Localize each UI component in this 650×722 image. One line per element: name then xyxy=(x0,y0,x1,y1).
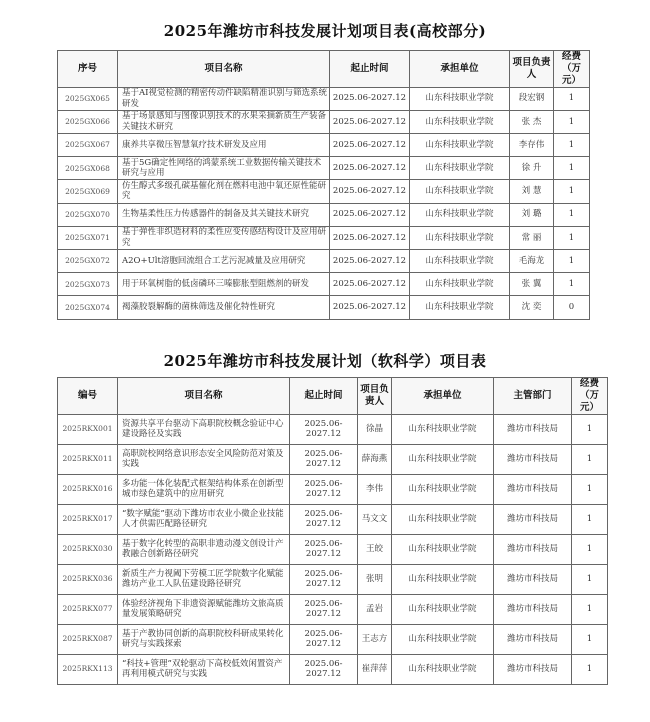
header-institution: 承担单位 xyxy=(392,378,494,415)
cell-code: 2025RKX011 xyxy=(58,444,118,474)
cell-period: 2025.06-2027.12 xyxy=(290,474,358,504)
cell-institution: 山东科技职业学院 xyxy=(392,534,494,564)
header-period: 起止时间 xyxy=(290,378,358,415)
cell-period: 2025.06-2027.12 xyxy=(290,414,358,444)
cell-code: 2025RKX036 xyxy=(58,564,118,594)
table-row xyxy=(58,414,608,444)
cell-project-name: “科技+管理”双轮驱动下高校低效闲置资产再利用模式研究与实践 xyxy=(118,654,290,684)
cell-leader: 毛海龙 xyxy=(510,249,554,272)
cell-funding: 1 xyxy=(554,226,590,249)
cell-leader: 李存伟 xyxy=(510,134,554,157)
cell-funding: 1 xyxy=(554,87,590,110)
cell-funding: 1 xyxy=(572,564,608,594)
cell-leader: 王志方 xyxy=(358,624,392,654)
cell-period: 2025.06-2027.12 xyxy=(330,249,410,272)
table1-title: 2025年潍坊市科技发展计划项目表(高校部分) xyxy=(163,22,487,40)
cell-department: 潍坊市科技局 xyxy=(494,504,572,534)
soft-science-projects-table xyxy=(57,377,608,685)
cell-funding: 1 xyxy=(572,534,608,564)
cell-serial: 2025GX068 xyxy=(58,157,118,180)
cell-leader: 张 杰 xyxy=(510,110,554,133)
cell-period: 2025.06-2027.12 xyxy=(330,296,410,319)
cell-serial: 2025GX069 xyxy=(58,180,118,203)
cell-institution: 山东科技职业学院 xyxy=(392,564,494,594)
table-row xyxy=(58,273,590,296)
cell-period: 2025.06-2027.12 xyxy=(330,110,410,133)
cell-leader: 孟岩 xyxy=(358,594,392,624)
table-row xyxy=(58,654,608,684)
cell-funding: 1 xyxy=(554,203,590,226)
header-leader: 项目负责人 xyxy=(510,51,554,88)
header-leader: 项目负责人 xyxy=(358,378,392,415)
cell-institution: 山东科技职业学院 xyxy=(410,180,510,203)
cell-funding: 1 xyxy=(554,180,590,203)
cell-leader: 王皎 xyxy=(358,534,392,564)
header-serial: 序号 xyxy=(58,51,118,88)
cell-project-name: 生物基柔性压力传感器件的制备及其关键技术研究 xyxy=(118,203,330,226)
cell-leader: 马文文 xyxy=(358,504,392,534)
table2-title: 2025年潍坊市科技发展计划（软科学）项目表 xyxy=(163,352,487,370)
cell-department: 潍坊市科技局 xyxy=(494,414,572,444)
cell-serial: 2025GX070 xyxy=(58,203,118,226)
cell-period: 2025.06-2027.12 xyxy=(290,594,358,624)
cell-institution: 山东科技职业学院 xyxy=(410,87,510,110)
cell-leader: 刘 璐 xyxy=(510,203,554,226)
cell-period: 2025.06-2027.12 xyxy=(330,226,410,249)
cell-code: 2025RKX017 xyxy=(58,504,118,534)
cell-period: 2025.06-2027.12 xyxy=(330,273,410,296)
cell-period: 2025.06-2027.12 xyxy=(290,534,358,564)
table-row xyxy=(58,594,608,624)
cell-institution: 山东科技职业学院 xyxy=(410,134,510,157)
cell-period: 2025.06-2027.12 xyxy=(290,624,358,654)
cell-institution: 山东科技职业学院 xyxy=(410,110,510,133)
cell-project-name: 基于产教协同创新的高职院校科研成果转化研究与实践探索 xyxy=(118,624,290,654)
table-row xyxy=(58,87,590,110)
cell-institution: 山东科技职业学院 xyxy=(392,444,494,474)
table-row xyxy=(58,296,590,319)
cell-funding: 1 xyxy=(572,624,608,654)
cell-funding: 1 xyxy=(572,414,608,444)
cell-code: 2025RKX087 xyxy=(58,624,118,654)
cell-serial: 2025GX074 xyxy=(58,296,118,319)
cell-funding: 1 xyxy=(572,444,608,474)
cell-department: 潍坊市科技局 xyxy=(494,594,572,624)
table-row xyxy=(58,226,590,249)
cell-funding: 0 xyxy=(554,296,590,319)
cell-serial: 2025GX073 xyxy=(58,273,118,296)
cell-funding: 1 xyxy=(554,273,590,296)
table-row xyxy=(58,444,608,474)
cell-institution: 山东科技职业学院 xyxy=(410,296,510,319)
cell-period: 2025.06-2027.12 xyxy=(290,504,358,534)
cell-institution: 山东科技职业学院 xyxy=(392,654,494,684)
header-funding: 经费（万元） xyxy=(554,51,590,88)
cell-department: 潍坊市科技局 xyxy=(494,624,572,654)
table-row xyxy=(58,203,590,226)
table-row xyxy=(58,474,608,504)
cell-institution: 山东科技职业学院 xyxy=(392,474,494,504)
cell-serial: 2025GX067 xyxy=(58,134,118,157)
cell-project-name: 基于AI视觉检测的精密传动件缺陷精准识别与筛选系统研发 xyxy=(118,87,330,110)
cell-leader: 段宏钢 xyxy=(510,87,554,110)
cell-project-name: 褐藻胶裂解酶的菌株筛选及催化特性研究 xyxy=(118,296,330,319)
cell-department: 潍坊市科技局 xyxy=(494,444,572,474)
cell-period: 2025.06-2027.12 xyxy=(290,564,358,594)
cell-funding: 1 xyxy=(554,134,590,157)
table-row xyxy=(58,249,590,272)
cell-period: 2025.06-2027.12 xyxy=(330,157,410,180)
cell-institution: 山东科技职业学院 xyxy=(410,157,510,180)
table-row xyxy=(58,504,608,534)
cell-period: 2025.06-2027.12 xyxy=(330,87,410,110)
cell-project-name: 资源共享平台驱动下高职院校概念验证中心建设路径及实践 xyxy=(118,414,290,444)
cell-department: 潍坊市科技局 xyxy=(494,564,572,594)
cell-leader: 徐 升 xyxy=(510,157,554,180)
cell-project-name: “数字赋能”驱动下潍坊市农业小微企业技能人才供需匹配路径研究 xyxy=(118,504,290,534)
header-funding: 经费（万元） xyxy=(572,378,608,415)
cell-funding: 1 xyxy=(572,594,608,624)
header-period: 起止时间 xyxy=(330,51,410,88)
cell-leader: 沈 奕 xyxy=(510,296,554,319)
header-department: 主管部门 xyxy=(494,378,572,415)
cell-institution: 山东科技职业学院 xyxy=(392,504,494,534)
cell-leader: 李伟 xyxy=(358,474,392,504)
cell-institution: 山东科技职业学院 xyxy=(392,594,494,624)
header-project-name: 项目名称 xyxy=(118,378,290,415)
cell-code: 2025RKX001 xyxy=(58,414,118,444)
tech-projects-table xyxy=(57,50,590,320)
cell-institution: 山东科技职业学院 xyxy=(392,624,494,654)
cell-project-name: 新质生产力视阈下劳模工匠学院数字化赋能潍坊产业工人队伍建设路径研究 xyxy=(118,564,290,594)
cell-funding: 1 xyxy=(572,654,608,684)
cell-leader: 崔萍萍 xyxy=(358,654,392,684)
cell-period: 2025.06-2027.12 xyxy=(330,203,410,226)
cell-institution: 山东科技职业学院 xyxy=(410,203,510,226)
cell-department: 潍坊市科技局 xyxy=(494,534,572,564)
cell-project-name: 高职院校网络意识形态安全风险防范对策及实践 xyxy=(118,444,290,474)
cell-period: 2025.06-2027.12 xyxy=(330,134,410,157)
cell-leader: 张明 xyxy=(358,564,392,594)
cell-institution: 山东科技职业学院 xyxy=(410,226,510,249)
cell-serial: 2025GX072 xyxy=(58,249,118,272)
header-institution: 承担单位 xyxy=(410,51,510,88)
header-project-name: 项目名称 xyxy=(118,51,330,88)
table-row xyxy=(58,134,590,157)
header-code: 编号 xyxy=(58,378,118,415)
cell-department: 潍坊市科技局 xyxy=(494,654,572,684)
cell-funding: 1 xyxy=(554,157,590,180)
cell-period: 2025.06-2027.12 xyxy=(290,654,358,684)
cell-funding: 1 xyxy=(554,249,590,272)
cell-project-name: 基于数字化转型的高职非遗动漫文创设计产教融合创新路径研究 xyxy=(118,534,290,564)
cell-period: 2025.06-2027.12 xyxy=(330,180,410,203)
cell-code: 2025RKX030 xyxy=(58,534,118,564)
table-row xyxy=(58,110,590,133)
table-row xyxy=(58,180,590,203)
cell-leader: 常 丽 xyxy=(510,226,554,249)
cell-funding: 1 xyxy=(554,110,590,133)
cell-code: 2025RKX016 xyxy=(58,474,118,504)
cell-serial: 2025GX071 xyxy=(58,226,118,249)
cell-institution: 山东科技职业学院 xyxy=(410,249,510,272)
cell-project-name: 体验经济视角下非遗资源赋能潍坊文旅高质量发展策略研究 xyxy=(118,594,290,624)
cell-period: 2025.06-2027.12 xyxy=(290,444,358,474)
cell-project-name: 基于弹性非织造材料的柔性应变传感结构设计及应用研究 xyxy=(118,226,330,249)
cell-funding: 1 xyxy=(572,504,608,534)
table-header-row xyxy=(58,378,608,415)
cell-project-name: 康养共享微压智慧氧疗技术研发及应用 xyxy=(118,134,330,157)
cell-institution: 山东科技职业学院 xyxy=(392,414,494,444)
table-header-row xyxy=(58,51,590,88)
cell-code: 2025RKX113 xyxy=(58,654,118,684)
cell-project-name: 基于5G确定性网络的鸿蒙系统工业数据传输关键技术研究与应用 xyxy=(118,157,330,180)
cell-serial: 2025GX066 xyxy=(58,110,118,133)
cell-serial: 2025GX065 xyxy=(58,87,118,110)
cell-leader: 薛海燕 xyxy=(358,444,392,474)
cell-code: 2025RKX077 xyxy=(58,594,118,624)
cell-project-name: 多功能一体化装配式框架结构体系在创新型城市绿色建筑中的应用研究 xyxy=(118,474,290,504)
cell-leader: 张 翼 xyxy=(510,273,554,296)
cell-leader: 刘 慧 xyxy=(510,180,554,203)
cell-project-name: A2O+Ult溶胞回流组合工艺污泥减量及应用研究 xyxy=(118,249,330,272)
cell-leader: 徐晶 xyxy=(358,414,392,444)
cell-project-name: 基于场景感知与图像识别技术的水果采摘新质生产装备关键技术研究 xyxy=(118,110,330,133)
table-row xyxy=(58,624,608,654)
table-row xyxy=(58,564,608,594)
cell-project-name: 仿生醇式多级孔碳基催化剂在燃料电池中氧还原性能研究 xyxy=(118,180,330,203)
table-row xyxy=(58,534,608,564)
cell-project-name: 用于环氧树脂的低卤磷环三嗪膨胀型阻燃剂的研发 xyxy=(118,273,330,296)
table-row xyxy=(58,157,590,180)
cell-funding: 1 xyxy=(572,474,608,504)
cell-department: 潍坊市科技局 xyxy=(494,474,572,504)
cell-institution: 山东科技职业学院 xyxy=(410,273,510,296)
